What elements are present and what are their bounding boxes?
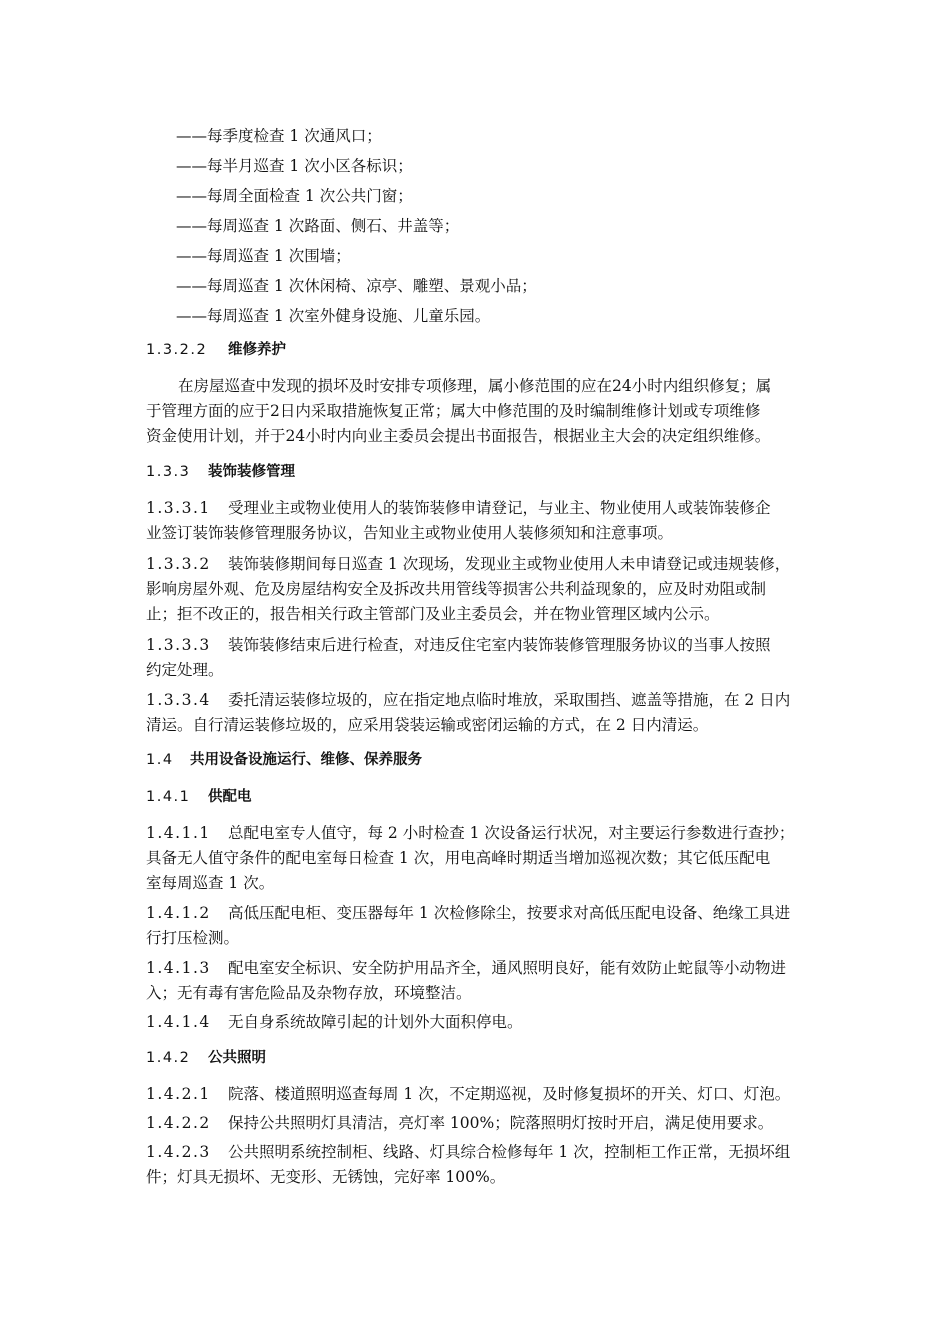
clause-1-4-1-4 xyxy=(146,1012,523,1032)
clause-number: 1.4.1.3 xyxy=(146,959,211,977)
section-title: 公共照明 xyxy=(208,1050,266,1066)
paragraph-line: 入；无有毒有害危险品及杂物存放，环境整洁。 xyxy=(146,984,472,1002)
paragraph-line: 止；拒不改正的，报告相关行政主管部门及业主委员会，并在物业管理区域内公示。 xyxy=(146,605,720,623)
paragraph-line: 具备无人值守条件的配电室每日检查 1 次，用电高峰时期适当增加巡视次数；其它低压配电 xyxy=(146,849,771,867)
clause-text: 装饰装修结束后进行检查，对违反住宅室内装饰装修管理服务协议的当事人按照 xyxy=(228,636,771,654)
clause-number: 1.3.3.1 xyxy=(146,499,211,517)
clause-text: 受理业主或物业使用人的装饰装修申请登记，与业主、物业使用人或装饰装修企 xyxy=(228,499,771,517)
section-number: 1.4 xyxy=(146,752,174,768)
clause-number: 1.4.1.1 xyxy=(146,824,211,842)
clause-1-3-3-2 xyxy=(146,554,790,574)
section-title: 供配电 xyxy=(208,789,252,805)
paragraph-line: 资金使用计划，并于24小时内向业主委员会提出书面报告，根据业主大会的决定组织维修。 xyxy=(146,427,771,445)
list-item: ——每季度检查 1 次通风口； xyxy=(176,127,382,145)
clause-1-4-1-2 xyxy=(146,903,790,923)
clause-1-3-3-1 xyxy=(146,498,771,518)
paragraph-line: 清运。自行清运装修垃圾的，应采用袋装运输或密闭运输的方式，在 2 日内清运。 xyxy=(146,716,709,734)
clause-text: 总配电室专人值守，每 2 小时检查 1 次设备运行状况，对主要运行参数进行查抄； xyxy=(228,824,795,842)
clause-number: 1.4.1.2 xyxy=(146,904,211,922)
clause-number: 1.4.2.1 xyxy=(146,1085,211,1103)
clause-1-4-2-3 xyxy=(146,1142,790,1162)
paragraph-line: 行打压检测。 xyxy=(146,929,240,947)
clause-text: 装饰装修期间每日巡查 1 次现场，发现业主或物业使用人未申请登记或违规装修， xyxy=(228,555,791,573)
section-heading-1-4-1 xyxy=(146,787,252,807)
clause-text: 公共照明系统控制柜、线路、灯具综合检修每年 1 次，控制柜工作正常，无损坏组 xyxy=(228,1143,791,1161)
section-number: 1.3.3 xyxy=(146,464,191,480)
clause-text: 保持公共照明灯具清洁，亮灯率 100%；院落照明灯按时开启，满足使用要求。 xyxy=(228,1114,774,1132)
clause-1-4-1-1 xyxy=(146,823,794,843)
paragraph-line: 于管理方面的应于2日内采取措施恢复正常；属大中修范围的及时编制维修计划或专项维修 xyxy=(146,402,761,420)
list-item: ——每半月巡查 1 次小区各标识； xyxy=(176,157,413,175)
clause-1-3-3-3 xyxy=(146,635,771,655)
clause-text: 配电室安全标识、安全防护用品齐全，通风照明良好，能有效防止蛇鼠等小动物进 xyxy=(228,959,787,977)
list-item: ——每周巡查 1 次围墙； xyxy=(176,247,351,265)
paragraph-line: 件；灯具无损坏、无变形、无锈蚀，完好率 100%。 xyxy=(146,1168,506,1186)
clause-1-4-2-2 xyxy=(146,1113,773,1133)
section-number: 1.4.2 xyxy=(146,1050,191,1066)
list-item: ——每周全面检查 1 次公共门窗； xyxy=(176,187,413,205)
clause-number: 1.4.2.2 xyxy=(146,1114,211,1132)
section-title: 装饰装修管理 xyxy=(208,464,295,480)
clause-text: 委托清运装修垃圾的，应在指定地点临时堆放，采取围挡、遮盖等措施，在 2 日内 xyxy=(228,691,791,709)
paragraph-line: 在房屋巡查中发现的损坏及时安排专项修理，属小修范围的应在24小时内组织修复；属 xyxy=(178,377,772,395)
section-heading-1-3-3 xyxy=(146,462,295,482)
clause-text: 高低压配电柜、变压器每年 1 次检修除尘，按要求对高低压配电设备、绝缘工具进 xyxy=(228,904,791,922)
clause-1-4-2-1 xyxy=(146,1084,790,1104)
section-heading-1-4 xyxy=(146,750,422,770)
section-number: 1.4.1 xyxy=(146,789,191,805)
section-heading-1-3-2-2 xyxy=(146,340,286,360)
section-number: 1.3.2.2 xyxy=(146,342,208,358)
clause-number: 1.3.3.3 xyxy=(146,636,211,654)
clause-text: 院落、楼道照明巡查每周 1 次，不定期巡视，及时修复损坏的开关、灯口、灯泡。 xyxy=(228,1085,791,1103)
section-title: 共用设备设施运行、维修、保养服务 xyxy=(190,752,422,768)
list-item: ——每周巡查 1 次室外健身设施、儿童乐园。 xyxy=(176,307,491,325)
section-heading-1-4-2 xyxy=(146,1048,266,1068)
clause-number: 1.3.3.2 xyxy=(146,555,211,573)
clause-1-3-3-4 xyxy=(146,690,790,710)
paragraph-line: 约定处理。 xyxy=(146,661,224,679)
clause-1-4-1-3 xyxy=(146,958,786,978)
clause-number: 1.4.2.3 xyxy=(146,1143,211,1161)
paragraph-line: 室每周巡查 1 次。 xyxy=(146,874,275,892)
section-title: 维修养护 xyxy=(228,342,286,358)
clause-number: 1.4.1.4 xyxy=(146,1013,211,1031)
paragraph-line: 业签订装饰装修管理服务协议，告知业主或物业使用人装修须知和注意事项。 xyxy=(146,524,674,542)
paragraph-line: 影响房屋外观、危及房屋结构安全及拆改共用管线等损害公共利益现象的，应及时劝阻或制 xyxy=(146,580,767,598)
list-item: ——每周巡查 1 次路面、侧石、井盖等； xyxy=(176,217,460,235)
clause-text: 无自身系统故障引起的计划外大面积停电。 xyxy=(228,1013,523,1031)
clause-number: 1.3.3.4 xyxy=(146,691,211,709)
list-item: ——每周巡查 1 次休闲椅、凉亭、雕塑、景观小品； xyxy=(176,277,537,295)
